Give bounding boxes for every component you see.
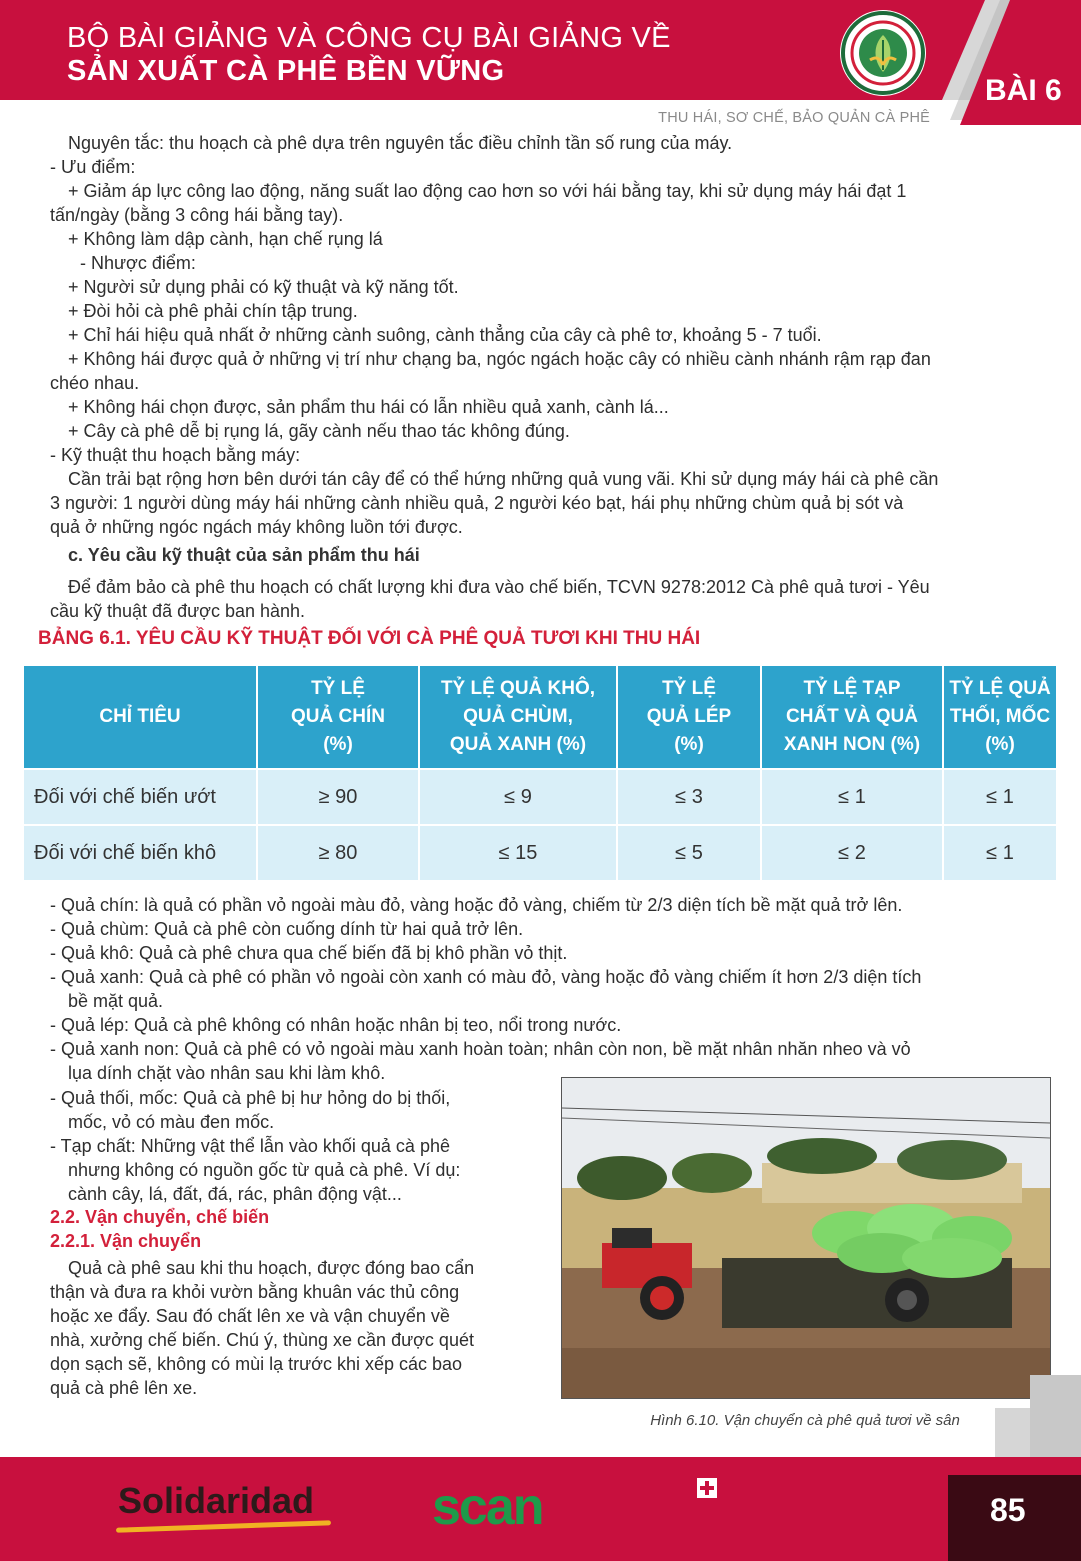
definition-item: - Quả chùm: Quả cà phê còn cuống dính từ hai quả trở lên. — [50, 919, 524, 939]
table-cell: ≤ 9 — [419, 769, 617, 825]
section-heading-2-2: 2.2. Vận chuyển, chế biến — [50, 1207, 270, 1227]
section-heading-2-2-1: 2.2.1. Vận chuyển — [50, 1231, 202, 1251]
paragraph: + Đòi hỏi cà phê phải chín tập trung. — [68, 301, 358, 321]
title-line-1: BỘ BÀI GIẢNG VÀ CÔNG CỤ BÀI GIẢNG VỀ — [67, 22, 671, 54]
solidaridad-logo: Solidaridad — [118, 1480, 315, 1521]
col-header-impurity: TỶ LỆ TẠP CHẤT VÀ QUẢ XANH NON (%) — [761, 665, 943, 769]
definition-item: cành cây, lá, đất, đá, rác, phân động vật... — [68, 1184, 402, 1204]
definition-item: lụa dính chặt vào nhân sau khi làm khô. — [68, 1063, 386, 1083]
table-cell: ≤ 5 — [617, 825, 761, 881]
definition-item: - Quả chín: là quả có phần vỏ ngoài màu đỏ, vàng hoặc đỏ vàng, chiếm từ 2/3 diện tích bề mặt quả trở lên. — [50, 895, 903, 915]
table-title: BẢNG 6.1. YÊU CẦU KỸ THUẬT ĐỐI VỚI CÀ PHÊ QUẢ TƯƠI KHI THU HÁI — [38, 628, 701, 649]
definition-item: nhưng không có nguồn gốc từ quả cà phê. Ví dụ: — [68, 1160, 461, 1180]
paragraph: - Ưu điểm: — [50, 157, 136, 177]
col-header-criteria: CHỈ TIÊU — [23, 665, 257, 769]
transport-photo — [561, 1077, 1051, 1399]
definition-item: - Quả khô: Quả cà phê chưa qua chế biến đã bị khô phần vỏ thịt. — [50, 943, 568, 963]
figure-caption: Hình 6.10. Vận chuyển cà phê quả tươi về sân — [650, 1412, 960, 1429]
definition-item: - Tạp chất: Những vật thể lẫn vào khối quả cà phê — [50, 1136, 450, 1156]
paragraph: + Người sử dụng phải có kỹ thuật và kỹ năng tốt. — [68, 277, 459, 297]
paragraph: Để đảm bảo cà phê thu hoạch có chất lượng khi đưa vào chế biến, TCVN 9278:2012 Cà phê quả tươi - Yêu — [68, 577, 930, 597]
spec-table — [22, 664, 1058, 882]
paragraph: + Không hái chọn được, sản phẩm thu hái có lẫn nhiều quả xanh, cành lá... — [68, 397, 669, 417]
paragraph: Cần trải bạt rộng hơn bên dưới tán cây để có thể hứng những quả vung vãi. Khi sử dụng máy hái cà phê cần — [68, 469, 939, 489]
col-header-empty: TỶ LỆ QUẢ LÉP (%) — [617, 665, 761, 769]
paragraph: hoặc xe đẩy. Sau đó chất lên xe và vận chuyển về — [50, 1306, 450, 1326]
swiss-flag-icon — [697, 1478, 717, 1498]
definition-item: - Quả thối, mốc: Quả cà phê bị hư hỏng do bị thối, — [50, 1088, 451, 1108]
scan-logo: scan — [432, 1478, 543, 1536]
table-cell: ≤ 1 — [943, 769, 1057, 825]
paragraph: quả ở những ngóc ngách máy không luồn tới được. — [50, 517, 463, 537]
table-cell: ≤ 3 — [617, 769, 761, 825]
paragraph: thận và đưa ra khỏi vườn bằng khuân vác thủ công — [50, 1282, 460, 1302]
definition-item: - Quả xanh: Quả cà phê có phần vỏ ngoài còn xanh có màu đỏ, vàng hoặc đỏ vàng chiếm ít hơn 2/3 diện tích — [50, 967, 922, 987]
chapter-subtitle: THU HÁI, SƠ CHẾ, BẢO QUẢN CÀ PHÊ — [658, 110, 930, 126]
title-line-2: SẢN XUẤT CÀ PHÊ BỀN VỮNG — [67, 55, 505, 87]
paragraph: + Giảm áp lực công lao động, năng suất lao động cao hơn so với hái bằng tay, khi sử dụng máy hái đạt 1 — [68, 181, 907, 201]
paragraph: dọn sạch sẽ, không có mùi lạ trước khi xếp các bao — [50, 1354, 463, 1374]
col-header-rotten: TỶ LỆ QUẢ THỐI, MỐC (%) — [943, 665, 1057, 769]
leaf-emblem-icon — [840, 10, 926, 96]
col-header-dry-cluster-green: TỶ LỆ QUẢ KHÔ, QUẢ CHÙM, QUẢ XANH (%) — [419, 665, 617, 769]
table-cell: ≤ 15 — [419, 825, 617, 881]
paragraph: Quả cà phê sau khi thu hoạch, được đóng bao cẩn — [68, 1258, 475, 1278]
table-row — [23, 825, 1057, 881]
ministry-logo — [840, 10, 926, 96]
section-heading-c: c. Yêu cầu kỹ thuật của sản phẩm thu hái — [68, 545, 420, 565]
paragraph: nhà, xưởng chế biến. Chú ý, thùng xe cần được quét — [50, 1330, 474, 1350]
paragraph: quả cà phê lên xe. — [50, 1378, 198, 1398]
col-header-ripe: TỶ LỆ QUẢ CHÍN (%) — [257, 665, 419, 769]
paragraph: tấn/ngày (bằng 3 công hái bằng tay). — [50, 205, 344, 225]
paragraph: + Cây cà phê dễ bị rụng lá, gãy cành nếu thao tác không đúng. — [68, 421, 570, 441]
table-cell: ≤ 2 — [761, 825, 943, 881]
paragraph: Nguyên tắc: thu hoạch cà phê dựa trên nguyên tắc điều chỉnh tần số rung của máy. — [68, 133, 733, 153]
page-number: 85 — [990, 1492, 1026, 1528]
table-cell: Đối với chế biến ướt — [23, 769, 257, 825]
paragraph: + Không hái được quả ở những vị trí như chạng ba, ngóc ngách hoặc cây có nhiều cành nhánh rậm rạp đan — [68, 349, 931, 369]
lesson-number: BÀI 6 — [985, 74, 1062, 107]
paragraph: + Chỉ hái hiệu quả nhất ở những cành suông, cành thẳng của cây cà phê tơ, khoảng 5 - 7 tuổi. — [68, 325, 822, 345]
paragraph: - Kỹ thuật thu hoạch bằng máy: — [50, 445, 301, 465]
corner-decoration — [1030, 1375, 1081, 1465]
paragraph: chéo nhau. — [50, 373, 140, 393]
definition-item: mốc, vỏ có màu đen mốc. — [68, 1112, 275, 1132]
paragraph: 3 người: 1 người dùng máy hái những cành nhiều quả, 2 người kéo bạt, hái phụ những chùm quả bị sót và — [50, 493, 904, 513]
paragraph: cầu kỹ thuật đã được ban hành. — [50, 601, 306, 621]
corner-decoration — [995, 1408, 1035, 1460]
header-corner-decoration — [930, 0, 1081, 130]
document-title — [67, 22, 671, 88]
table-header-row — [23, 665, 1057, 769]
definition-item: bề mặt quả. — [68, 991, 164, 1011]
paragraph: - Nhược điểm: — [80, 253, 196, 273]
paragraph: + Không làm dập cành, hạn chế rụng lá — [68, 229, 383, 249]
table-cell: Đối với chế biến khô — [23, 825, 257, 881]
table-cell: ≥ 80 — [257, 825, 419, 881]
table-cell: ≤ 1 — [943, 825, 1057, 881]
definition-item: - Quả lép: Quả cà phê không có nhân hoặc nhân bị teo, nổi trong nước. — [50, 1015, 622, 1035]
definition-item: - Quả xanh non: Quả cà phê có vỏ ngoài màu xanh hoàn toàn; nhân còn non, bề mặt nhân nhăn nheo và vỏ — [50, 1039, 911, 1059]
table-row — [23, 769, 1057, 825]
table-cell: ≥ 90 — [257, 769, 419, 825]
table-cell: ≤ 1 — [761, 769, 943, 825]
